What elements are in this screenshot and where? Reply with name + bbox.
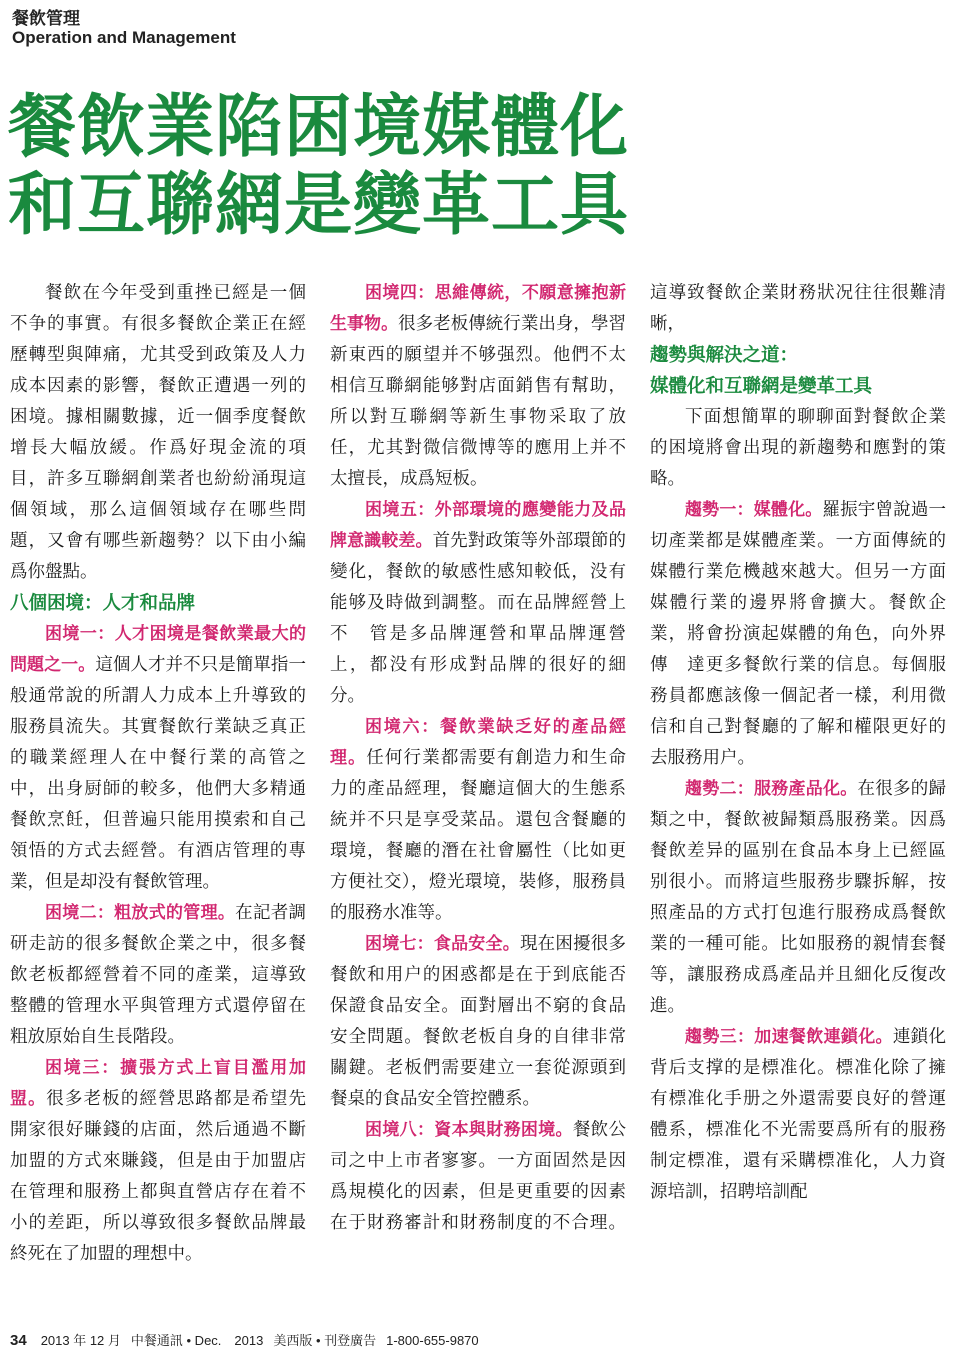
dilemma-1 — [10, 619, 306, 898]
dilemma-1-heading: 困境一：人才困境是餐飲業最大的問題之一。 — [10, 624, 306, 675]
dilemma-5-heading: 困境五：外部環境的應變能力及品牌意識較差。 — [330, 500, 626, 551]
section-heading-dilemmas: 八個困境：人才和品牌 — [10, 593, 196, 614]
dilemma-2 — [10, 898, 306, 1053]
article-body — [10, 278, 946, 1286]
dilemma-4-text: 很多老板傳統行業出身，學習新東西的願望并不够强烈。他們不太相信互聯網能够對店面銷售有幫助，所以對互聯網等新生事物采取了放任，尤其對微信微博等的應用上并不太擅長，成爲短板。 — [330, 314, 626, 489]
trend-2 — [650, 774, 946, 1022]
dilemma-2-text: 在記者調研走訪的很多餐飲企業之中，很多餐飲老板都經營着不同的產業，這導致整體的管理水平與管理方式還停留在粗放原始自生長階段。 — [10, 903, 307, 1047]
footer-date: 2013 年 12 月 — [40, 1333, 121, 1348]
section-heading-trends — [650, 340, 946, 402]
trend-3-heading: 趨勢三：加速餐飲連鎖化。 — [685, 1027, 893, 1047]
dilemma-5-text: 首先對政策等外部環節的變化，餐飲的敏感性感知較低，没有能够及時做到調整。而在品牌經營上不 管是多品牌運營和單品牌運營上，都没有形成對品牌的很好的細分。 — [330, 531, 626, 706]
dilemma-4 — [330, 278, 626, 495]
dilemma-1-text: 這個人才并不只是簡單指一般通常說的所謂人力成本上升導致的服務員流失。其實餐飲行業缺乏真正的職業經理人在中餐行業的高管之中，出身厨師的較多，他們大多精通餐飲烹飪，但普遍只能用摸索和自己領悟的方式去經營。有酒店管理的專業，但是却没有餐飲管理。 — [10, 655, 306, 892]
dilemma-6-heading: 困境六：餐飲業缺乏好的產品經理。 — [330, 717, 626, 768]
title-line-2: 和互聯網是變革工具 — [8, 165, 630, 245]
trend-1-text: 羅振宇曾說過一切產業都是媒體產業。一方面傳統的媒體行業危機越來越大。但另一方面媒體行業的邊界將會擴大。餐飲企業，將會扮演起媒體的角色，向外界傳 達更多餐飲行業的信息。每個服務員都應該像一個記者一樣，利用微信和自己對餐廳的了解和權限更好的去服務用户。 — [650, 500, 947, 768]
trend-3-text: 連鎖化背后支撑的是標准化。標准化除了擁有標准化手册之外還需要良好的營運體系，標准化不光需要爲所有的服務制定標准，還有采購標准化，人力資源培訓，招聘培訓配 — [650, 1027, 947, 1202]
article-title — [8, 88, 938, 244]
dilemma-8-heading: 困境八：資本與財務困境。 — [365, 1120, 573, 1140]
trend-1 — [650, 495, 946, 774]
trend-2-text: 在很多的歸類之中，餐飲被歸類爲服務業。因爲餐飲差异的區别在食品本身上已經區别很小。而將這些服務步驟拆解，按照產品的方式打包進行服務成爲餐飲業的一種可能。比如服務的親情套餐等，讓服務成爲產品并且細化反復改進。 — [650, 779, 946, 1016]
footer-phone: 1-800-655-9870 — [386, 1333, 479, 1348]
title-line-1: 餐飲業陷困境媒體化 — [8, 87, 630, 167]
section-category-english: Operation and Management — [12, 28, 236, 47]
dilemma-3 — [10, 1053, 306, 1270]
dilemma-3-heading: 困境三：擴張方式上盲目濫用加盟。 — [10, 1058, 306, 1109]
dilemma-6-text: 任何行業都需要有創造力和生命力的產品經理，餐廳這個大的生態系統并不只是享受菜品。還包含餐廳的環境，餐廳的潛在社會屬性（比如更方便社交），燈光環境，裝修，服務員的服務水准等。 — [330, 748, 627, 923]
intro-paragraph: 餐飲在今年受到重挫已經是一個不争的事實。有很多餐飲企業正在經歷轉型與陣痛，尤其受到政策及人力成本因素的影響，餐飲正遭遇一列的困境。據相關數據，近一個季度餐飲增長大幅放緩。作爲好現金流的項目，許多互聯網創業者也紛紛涌現這個領域，那么這個領域存在哪些問題，又會有哪些新趨勢？以下由小編爲你盤點。 — [10, 283, 306, 582]
dilemma-8-text: 餐飲公司之中上市者寥寥。一方面固然是因爲規模化的因素，但是更重要的因素在于財務審計和財務制度的不合理。這導致餐飲企業財務狀况往往很難清晰， — [330, 283, 946, 1233]
dilemma-3-text: 很多老板的經營思路都是希望先開家很好賺錢的店面，然后通過不斷加盟的方式來賺錢，但是由于加盟店在管理和服務上都與直營店存在着不小的差距，所以導致很多餐飲品牌最終死在了加盟的理想中。 — [10, 1089, 307, 1264]
section-heading-trends-line-1: 趨勢與解決之道： — [650, 345, 799, 366]
section-category: 餐飲管理 — [12, 9, 80, 29]
page-number: 34 — [10, 1332, 27, 1349]
trend-3 — [650, 1022, 946, 1208]
dilemma-5 — [330, 495, 626, 712]
section-heading-trends-line-2: 媒體化和互聯網是變革工具 — [650, 376, 873, 397]
dilemma-4-heading: 困境四：思維傳統，不願意擁抱新生事物。 — [330, 283, 626, 334]
footer-publication: 中餐通訊 • Dec. 2013 — [130, 1333, 264, 1348]
trend-intro: 下面想簡單的聊聊面對餐飲企業的困境將會出現的新趨勢和應對的策略。 — [650, 407, 946, 489]
dilemma-2-heading: 困境二：粗放式的管理。 — [45, 903, 236, 923]
footer-edition: 美西版 • 刊登廣告 — [273, 1333, 377, 1348]
trend-1-heading: 趨勢一：媒體化。 — [685, 500, 823, 520]
dilemma-6 — [330, 712, 626, 929]
trend-2-heading: 趨勢二：服務產品化。 — [685, 779, 858, 799]
page-footer — [10, 1330, 489, 1349]
dilemma-7-text: 現在困擾很多餐飲和用户的困惑都是在于到底能否保證食品安全。面對層出不窮的食品安全問題。餐飲老板自身的自律非常關鍵。老板們需要建立一套從源頭到餐桌的食品安全管控體系。 — [330, 934, 627, 1109]
dilemma-7 — [330, 929, 626, 1115]
dilemma-7-heading: 困境七：食品安全。 — [365, 934, 520, 954]
